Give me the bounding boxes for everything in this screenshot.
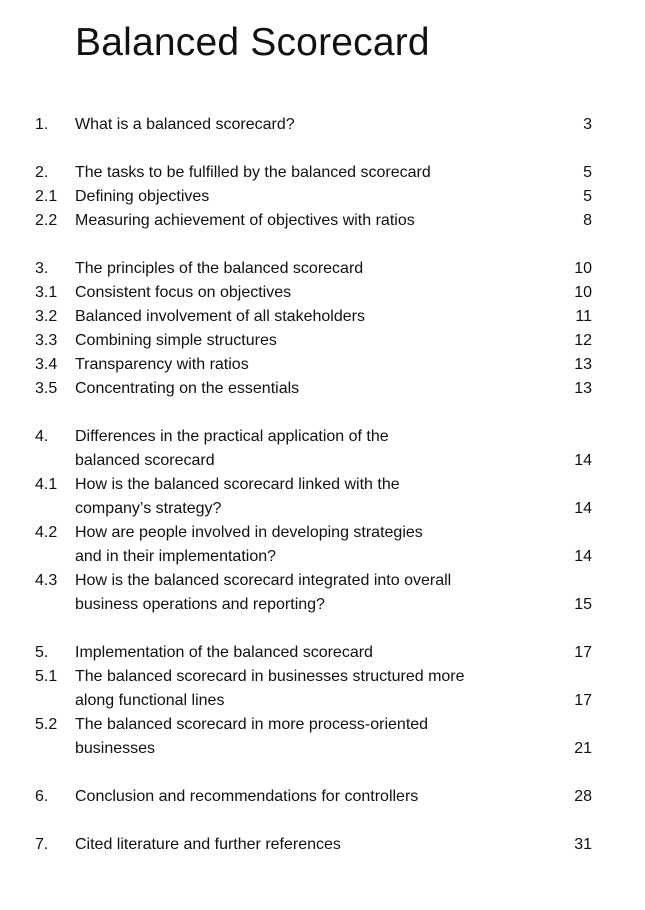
toc-entry[interactable]: [0, 257, 645, 281]
toc-entry-number: 4.3: [35, 572, 58, 589]
toc-entry-title-line: Balanced involvement of all stakeholders: [75, 308, 365, 325]
toc-entry-title-line: What is a balanced scorecard?: [75, 116, 295, 133]
toc-section: [0, 641, 645, 761]
toc-entry[interactable]: [0, 641, 645, 665]
toc-entry-number: 3.: [35, 260, 49, 277]
toc-entry-title: [75, 785, 535, 809]
toc-entry-title: [75, 641, 535, 665]
toc-entry-title-line: along functional lines: [75, 692, 225, 709]
toc-entry-number: 6.: [35, 788, 49, 805]
toc-entry[interactable]: [0, 185, 645, 209]
toc-entry[interactable]: [0, 521, 645, 569]
toc-entry[interactable]: [0, 473, 645, 521]
table-of-contents: [0, 113, 645, 857]
toc-entry-page-number: 10: [574, 284, 592, 301]
toc-entry-title: [75, 113, 535, 137]
toc-entry[interactable]: [0, 377, 645, 401]
toc-entry[interactable]: [0, 113, 645, 137]
toc-entry-title-line: How is the balanced scorecard linked with the: [75, 476, 400, 493]
toc-entry-title: [75, 161, 535, 185]
toc-entry-title-line: How is the balanced scorecard integrated into overall: [75, 572, 452, 589]
toc-entry[interactable]: [0, 425, 645, 473]
toc-entry-number: 2.: [35, 164, 49, 181]
toc-entry-title-line: Cited literature and further references: [75, 836, 341, 853]
toc-entry-number: 3.2: [35, 308, 58, 325]
toc-section: [0, 785, 645, 809]
toc-entry-page-number: 17: [574, 692, 592, 709]
toc-entry-title: [75, 257, 535, 281]
toc-entry-page-number: 5: [583, 164, 592, 181]
toc-entry-number: 2.2: [35, 212, 58, 229]
toc-entry-number: 4.: [35, 428, 49, 445]
toc-entry-number: 5.1: [35, 668, 58, 685]
toc-entry-page-number: 14: [574, 548, 592, 565]
toc-entry-number: 4.1: [35, 476, 58, 493]
toc-entry-title-line: and in their implementation?: [75, 548, 277, 565]
toc-entry-title: [75, 305, 535, 329]
toc-section: [0, 113, 645, 137]
toc-entry-page-number: 3: [583, 116, 592, 133]
toc-entry-number: 5.2: [35, 716, 58, 733]
toc-entry-title: [75, 833, 535, 857]
toc-entry-number: 7.: [35, 836, 49, 853]
toc-entry-title-line: Implementation of the balanced scorecard: [75, 644, 373, 661]
toc-entry-title-line: Concentrating on the essentials: [75, 380, 300, 397]
toc-entry[interactable]: [0, 713, 645, 761]
toc-entry-title-line: Conclusion and recommendations for controllers: [75, 788, 419, 805]
toc-entry-title-line: Measuring achievement of objectives with ratios: [75, 212, 415, 229]
toc-entry-page-number: 10: [574, 260, 592, 277]
toc-entry-title: [75, 521, 535, 569]
toc-entry-number: 3.5: [35, 380, 58, 397]
toc-entry-page-number: 5: [583, 188, 592, 205]
toc-entry-page-number: 21: [574, 740, 592, 757]
toc-entry-title-line: The balanced scorecard in businesses structured more: [75, 668, 465, 685]
toc-entry[interactable]: [0, 329, 645, 353]
toc-entry-title-line: business operations and reporting?: [75, 596, 325, 613]
toc-entry-title: [75, 353, 535, 377]
toc-entry-number: 3.3: [35, 332, 58, 349]
toc-entry-title: [75, 713, 535, 761]
toc-entry-title-line: The tasks to be fulfilled by the balanced scorecard: [75, 164, 431, 181]
toc-entry[interactable]: [0, 353, 645, 377]
toc-entry-page-number: 28: [574, 788, 592, 805]
toc-entry-title: [75, 377, 535, 401]
toc-entry-title: [75, 185, 535, 209]
toc-section: [0, 425, 645, 617]
toc-entry-page-number: 13: [574, 356, 592, 373]
toc-entry-title-line: How are people involved in developing strategies: [75, 524, 423, 541]
toc-entry-title: [75, 209, 535, 233]
toc-entry-page-number: 15: [574, 596, 592, 613]
toc-entry-number: 3.4: [35, 356, 58, 373]
toc-entry-title-line: Combining simple structures: [75, 332, 277, 349]
toc-entry-page-number: 31: [574, 836, 592, 853]
toc-entry-title-line: balanced scorecard: [75, 452, 215, 469]
toc-entry-title-line: Transparency with ratios: [75, 356, 249, 373]
toc-entry-page-number: 14: [574, 452, 592, 469]
toc-entry-title: [75, 281, 535, 305]
toc-entry-title-line: businesses: [75, 740, 156, 757]
toc-entry-title-line: Defining objectives: [75, 188, 210, 205]
toc-entry-title-line: The principles of the balanced scorecard: [75, 260, 364, 277]
toc-entry-number: 2.1: [35, 188, 58, 205]
toc-entry-title-line: company’s strategy?: [75, 500, 222, 517]
toc-entry-title-line: The balanced scorecard in more process-oriented: [75, 716, 429, 733]
toc-entry-title: [75, 569, 535, 617]
toc-entry-number: 3.1: [35, 284, 58, 301]
toc-entry[interactable]: [0, 161, 645, 185]
toc-entry-page-number: 11: [575, 308, 592, 325]
toc-entry[interactable]: [0, 665, 645, 713]
toc-entry-title-line: Differences in the practical application of the: [75, 428, 389, 445]
toc-entry[interactable]: [0, 833, 645, 857]
toc-entry-title: [75, 425, 535, 473]
toc-entry-number: 5.: [35, 644, 49, 661]
toc-entry-page-number: 14: [574, 500, 592, 517]
toc-entry-title: [75, 329, 535, 353]
toc-entry-page-number: 12: [574, 332, 592, 349]
toc-entry[interactable]: [0, 281, 645, 305]
toc-entry[interactable]: [0, 305, 645, 329]
toc-entry[interactable]: [0, 209, 645, 233]
toc-entry[interactable]: [0, 569, 645, 617]
toc-entry-title: [75, 473, 535, 521]
page-title: Balanced Scorecard: [75, 21, 430, 64]
toc-section: [0, 257, 645, 401]
toc-entry-page-number: 13: [574, 380, 592, 397]
toc-entry-title: [75, 665, 535, 713]
toc-entry-page-number: 8: [583, 212, 592, 229]
toc-entry[interactable]: [0, 785, 645, 809]
toc-entry-number: 4.2: [35, 524, 58, 541]
toc-section: [0, 161, 645, 233]
toc-entry-number: 1.: [35, 116, 49, 133]
toc-entry-page-number: 17: [574, 644, 592, 661]
toc-section: [0, 833, 645, 857]
toc-entry-title-line: Consistent focus on objectives: [75, 284, 292, 301]
